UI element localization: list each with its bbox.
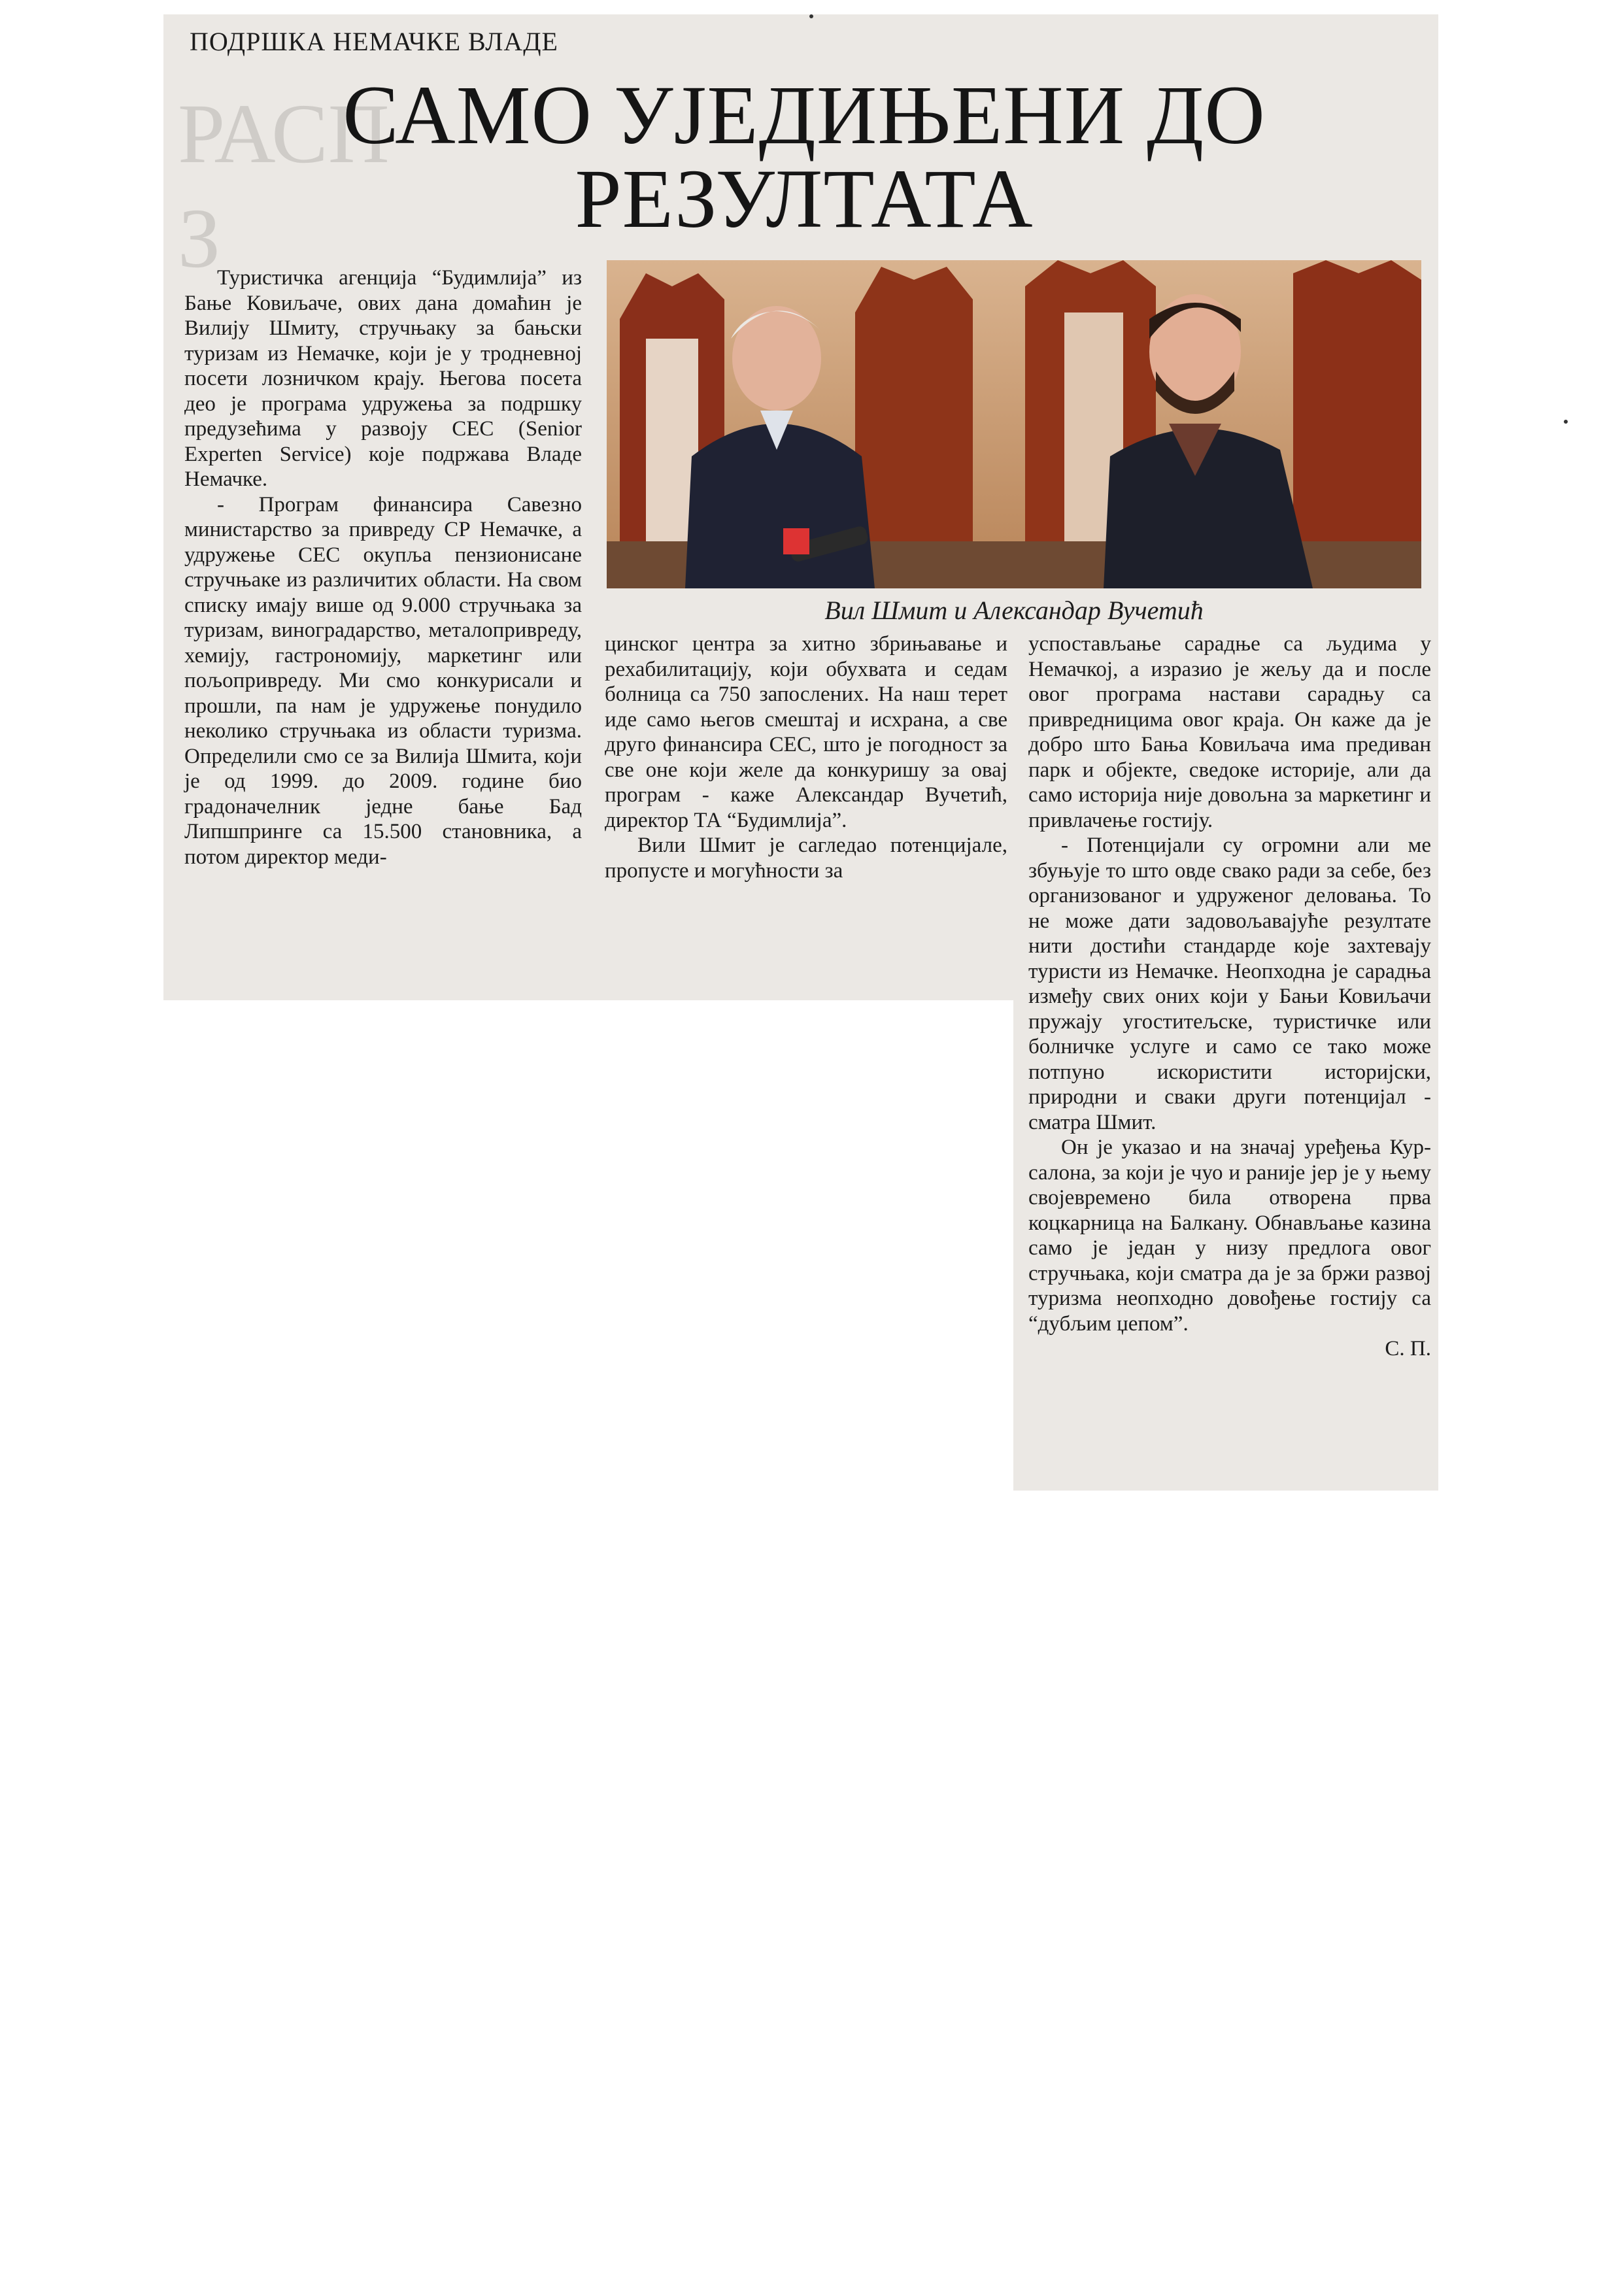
paragraph: - Програм финансира Савезно министарство за привреду СР Немачке, а удружење СЕС окупља пензионисане стручњаке из различитих области. На свом списку имају више од 9.000 стручњака за туризам, виноградарство, металопривреду, хемију, гастрономију, маркетинг или пољопривреду. Ми смо конкурисали и прошли, па нам је удружење понудило неколико стручњака из области туризма. Определили смо се за Вилија Шмита, који је од 1999. до 2009. године био градоначелник једне бање Бад Липшпринге са 15.500 становника, а потом директор меди-: [184, 492, 582, 869]
text-column-2: [605, 632, 1007, 883]
photo-caption: Вил Шмит и Александар Вучетић: [824, 596, 1204, 625]
paragraph: Вили Шмит је сагледао потенцијале, пропусте и могућности за: [605, 834, 1007, 883]
headline-line-2: РЕЗУЛТАТА: [575, 152, 1034, 245]
show-through-glyphs: РАСП: [178, 87, 390, 181]
scan-speck: [1564, 420, 1568, 424]
headline-line-1: САМО УЈЕДИЊЕНИ ДО: [343, 69, 1266, 161]
paragraph: Он је указао и на значај уређења Кур-салона, за који је чуо и раније јер је у њему својевремено била отворена прва коцкарница на Балкану. Обнављање казина само је један у низу предлога овог стручњака, који сматра да је за бржи развој туризма неопходно довођење гостију са “дубљим џепом”.: [1028, 1136, 1431, 1336]
paragraph: цинског центра за хитно збрињавање и рехабилитацију, који обухвата и седам болница са 750 запослених. На наш терет иде само његов смештај и исхрана, а све друго финансира СЕС, што је погодност за све оне који желе да конкуришу за овај програм - каже Александар Вучетић, директор ТА “Будимлија”.: [605, 632, 1007, 832]
author-signature: С. П.: [1385, 1337, 1431, 1360]
article-photo: [607, 260, 1421, 588]
paragraph: - Потенцијали су огромни али ме збуњује то што овде свако ради за себе, без организованог и удруженог деловања. То не може дати задовољавајуће резултате нити достићи стандарде које захтевају туристи из Немачке. Неопходна је сарадња између свих оних који у Бањи Ковиљачи пружају угоститељске, туристичке или болничке услуге и само се тако може потпуно искористити историјски, природни и сваки други потенцијал - сматра Шмит.: [1028, 834, 1431, 1134]
paragraph: успостављање сарадње са људима у Немачкој, а изразио је жељу да и после овог програма настави сарадњу са привредницима овог краја. Он каже да је добро што Бања Ковиљача има предиван парк и објекте, сведоке историје, али да само историја није довољна за маркетинг и привлачење гостију.: [1028, 632, 1431, 832]
scan-speck: [809, 14, 813, 18]
paragraph: Туристичка агенција “Будимлија” из Бање Ковиљаче, ових дана домаћин је Вилију Шмиту, стручњаку за бањски туризам из Немачке, који је у тродневној посети лозничком крају. Његова посета део је програма удружења за подршку предузећима у развоју СЕС (Senior Experten Service) које подржава Владе Немачке.: [184, 266, 582, 491]
show-through-glyphs: З: [178, 192, 221, 286]
article-headline: [196, 69, 1412, 245]
article-kicker: ПОДРШКА НЕМАЧКЕ ВЛАДЕ: [190, 27, 558, 56]
photo-illustration: [607, 260, 1421, 588]
text-column-1: [184, 265, 582, 869]
text-column-3: [1028, 632, 1431, 1362]
